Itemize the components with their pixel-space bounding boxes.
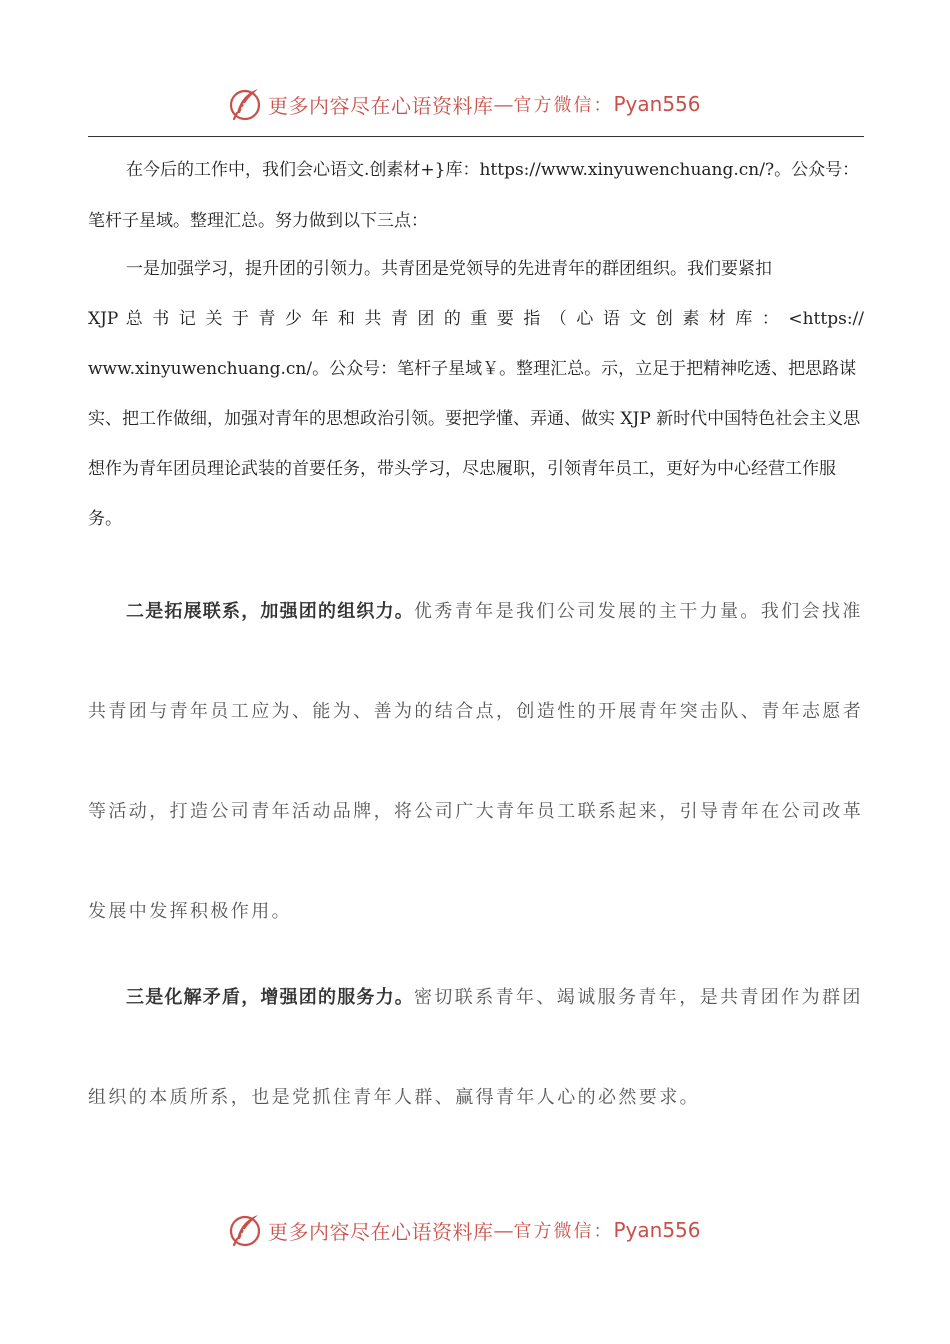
- paragraph-point-one: [88, 244, 864, 544]
- footer-watermark-brand: [228, 1210, 701, 1250]
- paragraph-point-two-body: 优秀青年是我们公司发展的主干力量。我们会找准共青团与青年员工应为、能为、善为的结合点，创造性的开展青年突击队、青年志愿者等活动，打造公司青年活动品牌，将公司广大青年员工联系起来，引导青年在公司改革发展中发挥积极作用。: [88, 601, 864, 922]
- header-watermark: [0, 84, 950, 124]
- paragraph-point-one-rest: www.xinyuwenchuang.cn/。公众号：笔杆子星域￥。整理汇总。示，立足于把精神吃透、把思路谋实、把工作做细，加强对青年的思想政治引领。要把学懂、弄通、做实 XJP 新时代中国特色社会主义思想作为青年团员理论武装的首要任务，带头学习，尽忠履职，引领青年员工，更好为中心经营工作服务。: [88, 359, 861, 529]
- paragraph-point-two: [88, 562, 864, 962]
- header-divider: [88, 136, 864, 137]
- feather-pen-icon: [228, 1212, 264, 1248]
- footer-watermark: [0, 1210, 950, 1250]
- footer-watermark-subtitle: 官方微信：: [513, 1221, 614, 1242]
- watermark-title: 更多内容尽在心语资料库: [268, 93, 494, 118]
- paragraph-point-one-line2: XJP 总 书 记 关 于 青 少 年 和 共 青 团 的 重 要 指 （ 心 语 文 创 素 材 库 ： <https://: [88, 309, 864, 329]
- watermark-subtitle: 官方微信：: [513, 95, 614, 116]
- feather-pen-icon: [228, 86, 264, 122]
- paragraph-point-one-line1: 一是加强学习，提升团的引领力。共青团是党领导的先进青年的群团组织。我们要紧扣: [126, 259, 772, 279]
- watermark-wechat-id: Pyan556: [613, 92, 701, 116]
- footer-watermark-title: 更多内容尽在心语资料库: [268, 1219, 494, 1244]
- paragraph-point-two-heading: 二是拓展联系，加强团的组织力。: [126, 601, 414, 622]
- footer-watermark-dash: —: [493, 1218, 514, 1242]
- footer-watermark-wechat-id: Pyan556: [613, 1218, 701, 1242]
- paragraph-intro-text: 在今后的工作中，我们会心语文.创素材+}库：https://www.xinyuwenchuang.cn/?。公众号：笔杆子星域。整理汇总。努力做到以下三点：: [88, 160, 860, 231]
- watermark-brand: [228, 84, 701, 124]
- paragraph-intro: [88, 145, 864, 247]
- paragraph-point-three: [88, 948, 864, 1148]
- paragraph-point-three-body: 密切联系青年、竭诚服务青年，是共青团作为群团组织的本质所系，也是党抓住青年人群、赢得青年人心的必然要求。: [88, 987, 863, 1108]
- watermark-dash: —: [493, 92, 514, 116]
- paragraph-point-three-heading: 三是化解矛盾，增强团的服务力。: [126, 987, 414, 1008]
